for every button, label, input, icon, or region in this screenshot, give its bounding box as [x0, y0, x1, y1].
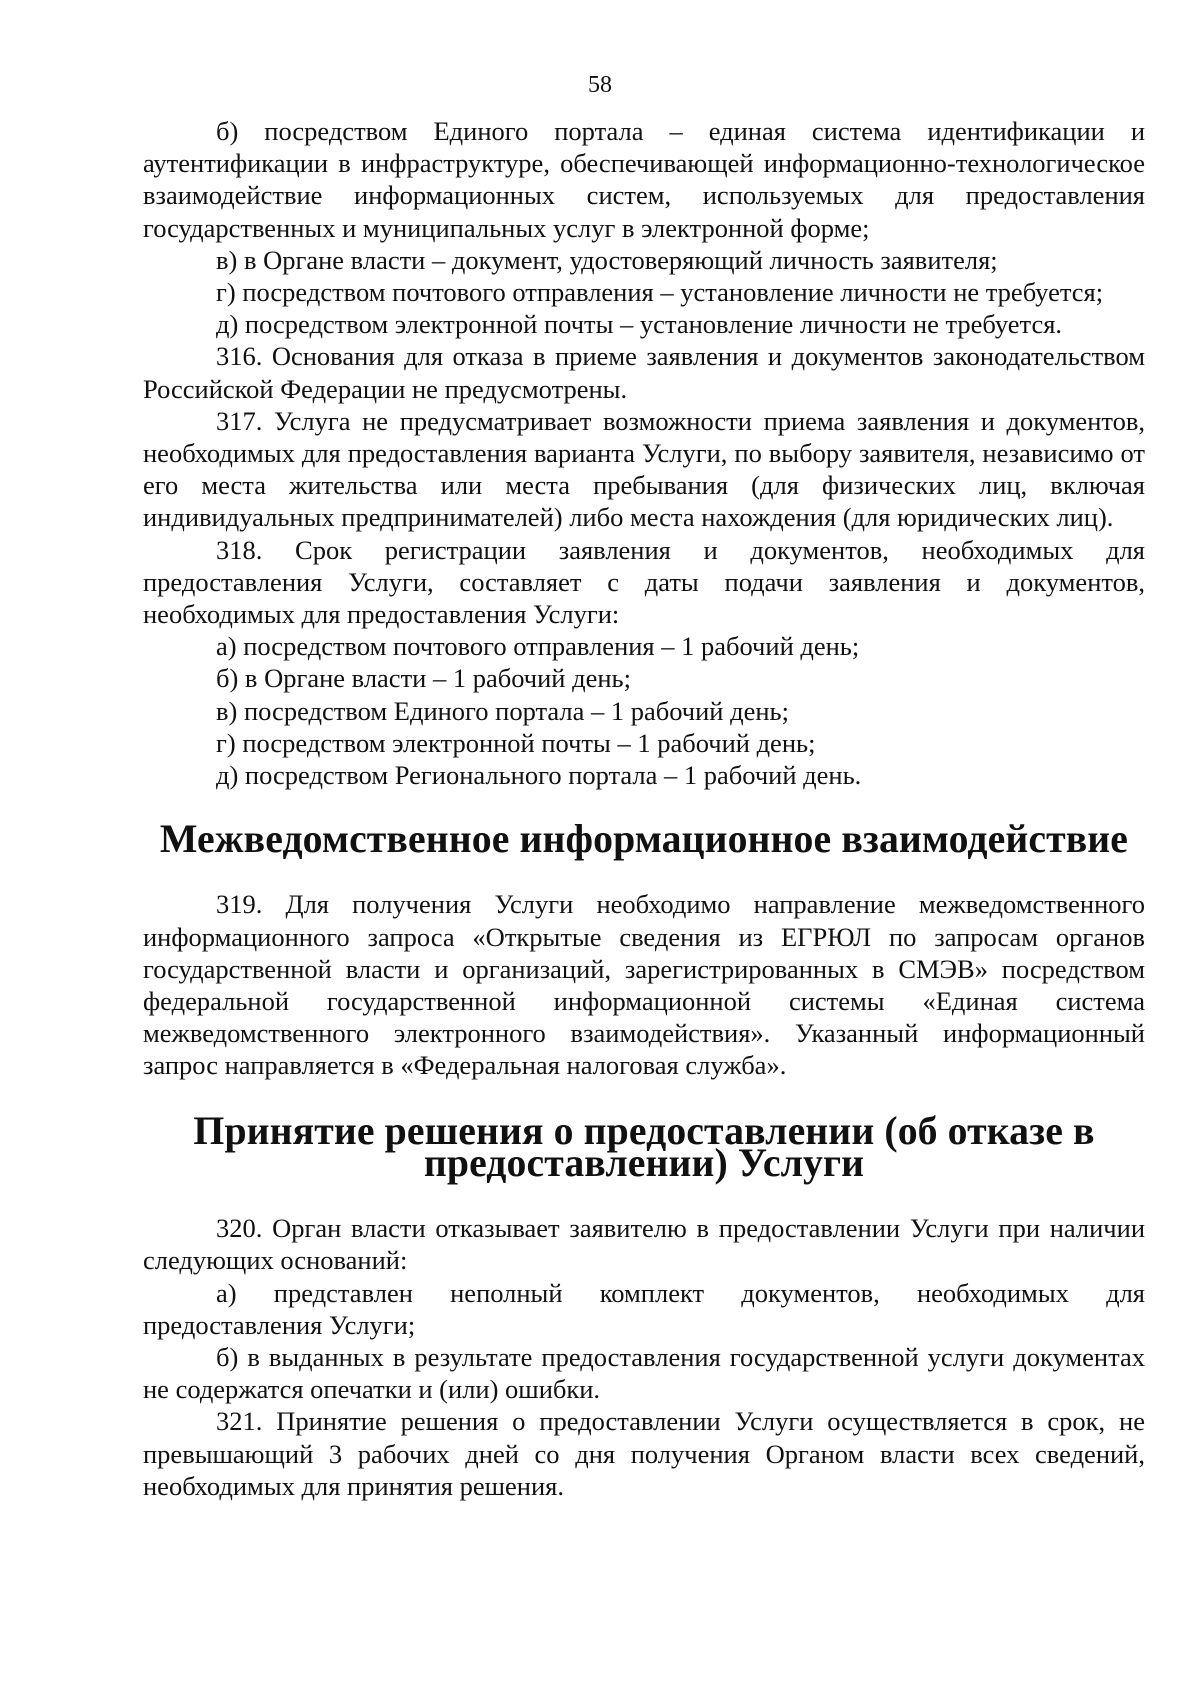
list-item-320-b: б) в выданных в результате предоставления государственной услуги документах не содержатся опечатки и (или) ошибки.: [143, 1341, 1145, 1405]
paragraph-identification-office: в) в Органе власти – документ, удостоверяющий личность заявителя;: [216, 244, 998, 275]
list-item-320-a: а) представлен неполный комплект документов, необходимых для предоставления Услуги;: [143, 1277, 1145, 1340]
paragraph-320: 320. Орган власти отказывает заявителю в предоставлении Услуги при наличии следующих оснований:: [143, 1213, 1145, 1276]
section-heading-interagency: Межведомственное информационное взаимодействие: [159, 817, 1129, 862]
list-item-318-a: а) посредством почтового отправления – 1 рабочий день;: [216, 631, 860, 662]
paragraph-identification-post: г) посредством почтового отправления – установление личности не требуется;: [216, 277, 1104, 308]
paragraph-317: 317. Услуга не предусматривает возможности приема заявления и документов, необходимых для предоставления варианта Услуги, по выбору заявителя, независимо от его места жительства или места пребывания (для физических лиц, включая индивидуальных предпринимателей) либо места нахождения (для юридических лиц).: [143, 405, 1145, 533]
section-heading-decision: Принятие решения о предоставлении (об отказе в предоставлении) Услуги: [193, 1108, 1095, 1185]
document-body: [143, 115, 1145, 1502]
paragraph-identification-email: д) посредством электронной почты – установление личности не требуется.: [216, 309, 1063, 340]
paragraph-318: 318. Срок регистрации заявления и документов, необходимых для предоставления Услуги, составляет с даты подачи заявления и документов, необходимых для предоставления Услуги:: [143, 534, 1145, 630]
list-item-318-v: в) посредством Единого портала – 1 рабочий день;: [216, 695, 789, 726]
paragraph-319: 319. Для получения Услуги необходимо направление межведомственного информационного запроса «Открытые сведения из ЕГРЮЛ по запросам органов государственной власти и организаций, зарегистрированных в СМЭВ» посредством федеральной государственной информационной системы «Единая система межведомственного электронного взаимодействия». Указанный информационный запрос направляется в «Федеральная налоговая служба».: [143, 889, 1145, 1081]
page-number: 58: [588, 72, 612, 98]
list-item-318-d: д) посредством Регионального портала – 1 рабочий день.: [216, 760, 862, 791]
paragraph-321: 321. Принятие решения о предоставлении Услуги осуществляется в срок, не превышающий 3 рабочих дней со дня получения Органом власти всех сведений, необходимых для принятия решения.: [143, 1406, 1145, 1501]
paragraph-316: 316. Основания для отказа в приеме заявления и документов законодательством Российской Федерации не предусмотрены.: [143, 341, 1145, 404]
list-item-318-b: б) в Органе власти – 1 рабочий день;: [216, 663, 631, 694]
list-item-318-g: г) посредством электронной почты – 1 рабочий день;: [216, 727, 816, 758]
paragraph-identification-portal: б) посредством Единого портала – единая система идентификации и аутентификации в инфраструктуре, обеспечивающей информационно-технологическое взаимодействие информационных систем, используемых для предоставления государственных и муниципальных услуг в электронной форме;: [143, 116, 1145, 243]
